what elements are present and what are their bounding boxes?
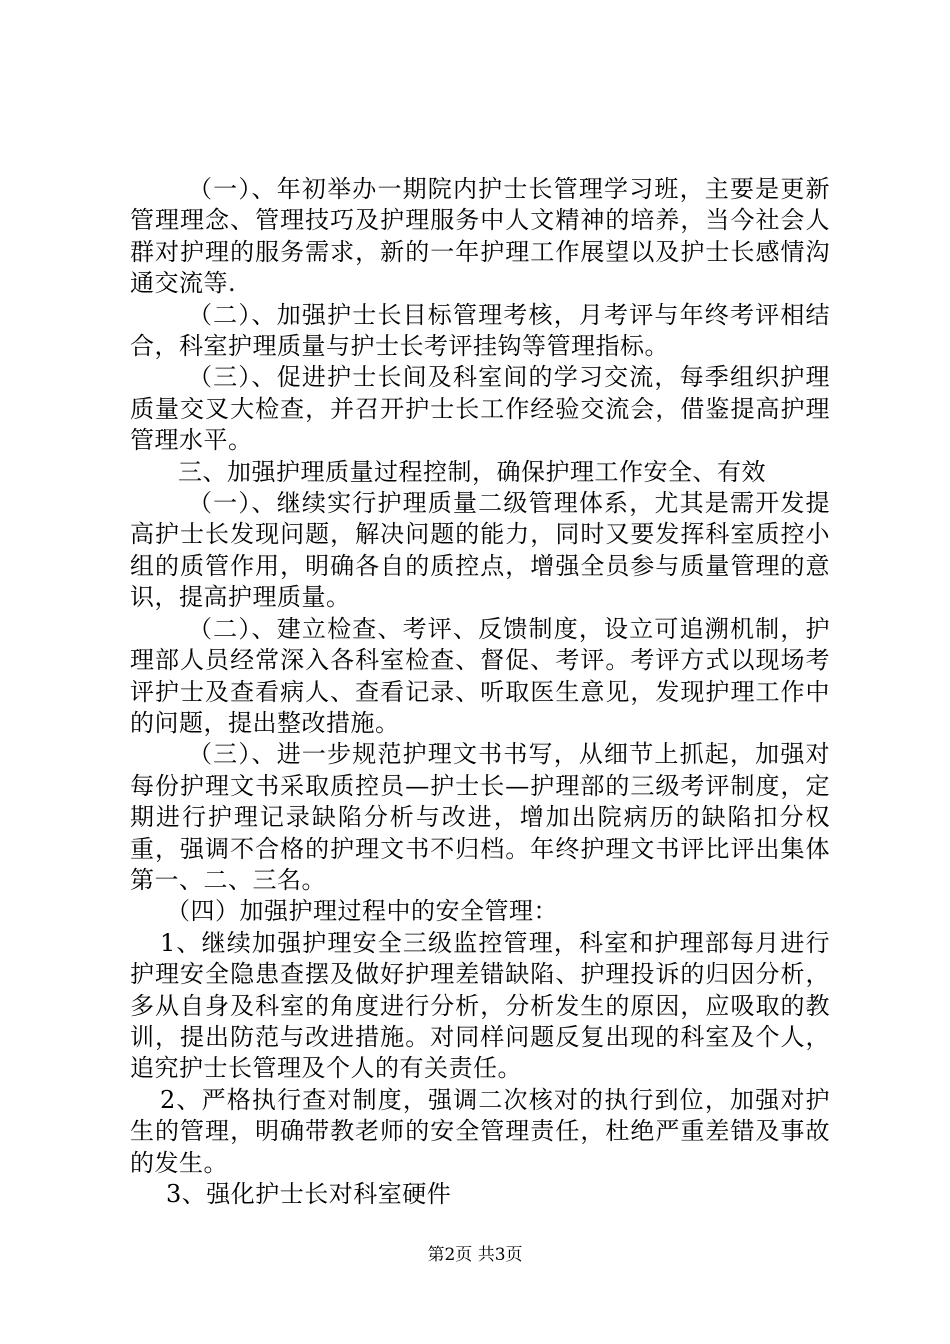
section-heading-3: 三、加强护理质量过程控制，确保护理工作安全、有效: [178, 457, 766, 486]
paragraph-5: （二）、建立检查、考评、反馈制度，设立可追溯机制，护理部人员经常深入各科室检查、督促、考评。考评方式以现场考评护士及查看病人、查看记录、听取医生意见，发现护理工作中的问题，提出整改措施。: [130, 614, 830, 737]
paragraph-3: （三）、促进护士长间及科室间的学习交流，每季组织护理质量交叉大检查，并召开护士长工作经验交流会，借鉴提高护理管理水平。: [130, 363, 830, 455]
document-body: [130, 174, 830, 1210]
page-footer: 第2页 共3页: [427, 1245, 523, 1265]
paragraph-item-1: 1、继续加强护理安全三级监控管理，科室和护理部每月进行护理安全隐患查摆及做好护理差错缺陷、护理投诉的归因分析，多从自身及科室的角度进行分析，分析发生的原因，应吸取的教训，提出防范与改进措施。对同样问题反复出现的科室及个人，追究护士长管理及个人的有关责任。: [130, 928, 830, 1083]
paragraph-6: （三）、进一步规范护理文书书写，从细节上抓起，加强对每份护理文书采取质控员—护士长—护理部的三级考评制度，定期进行护理记录缺陷分析与改进，增加出院病历的缺陷扣分权重，强调不合格的护理文书不归档。年终护理文书评比评出集体第一、二、三名。: [130, 740, 830, 894]
paragraph-item-3: 3、强化护士长对科室硬件: [166, 1180, 452, 1208]
subsection-heading-4: （四）加强护理过程中的安全管理：: [166, 897, 558, 926]
paragraph-1: （一）、年初举办一期院内护士长管理学习班，主要是更新管理理念、管理技巧及护理服务中人文精神的培养，当今社会人群对护理的服务需求，新的一年护理工作展望以及护士长感情沟通交流等.: [130, 175, 830, 298]
paragraph-item-2: 2、严格执行查对制度，强调二次核对的执行到位，加强对护生的管理，明确带教老师的安全管理责任，杜绝严重差错及事故的发生。: [130, 1085, 830, 1177]
paragraph-4: （一）、继续实行护理质量二级管理体系，尤其是需开发提高护士长发现问题，解决问题的能力，同时又要发挥科室质控小组的质管作用，明确各自的质控点，增强全员参与质量管理的意识，提高护理质量。: [130, 489, 830, 612]
paragraph-2: （二）、加强护士长目标管理考核，月考评与年终考评相结合，科室护理质量与护士长考评挂钩等管理指标。: [130, 300, 830, 361]
